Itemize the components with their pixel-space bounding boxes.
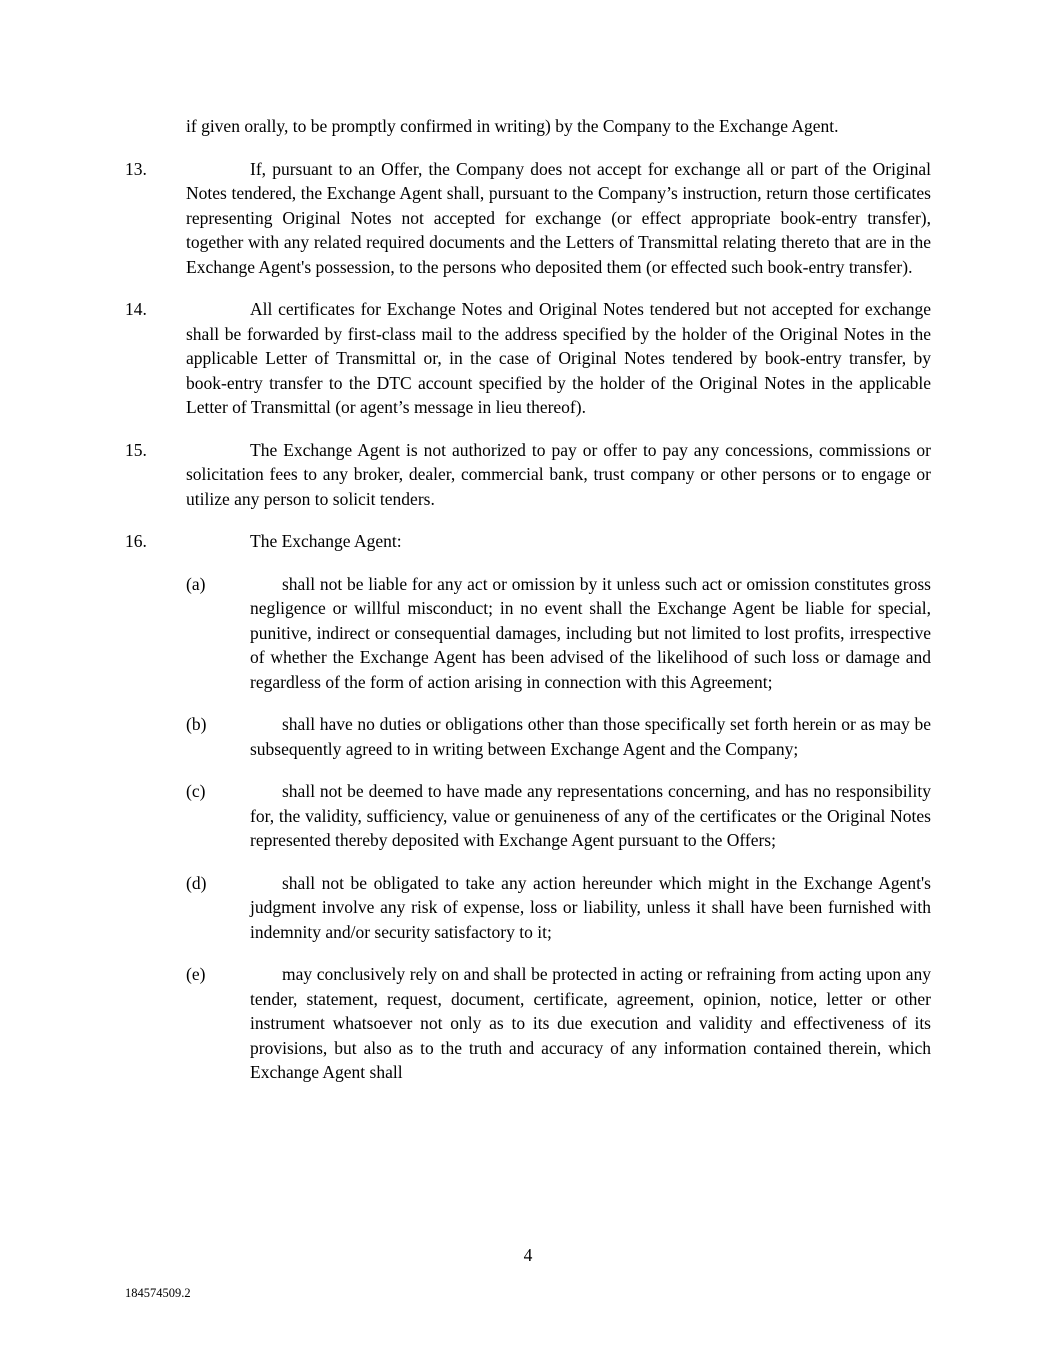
subitem-label-e: (e) (186, 964, 206, 984)
subitem-b (186, 712, 931, 761)
numbered-item-16 (125, 529, 931, 554)
page-number: 4 (523, 1245, 533, 1265)
subitem-label-d: (d) (186, 872, 207, 893)
subitem-label-c: (c) (186, 781, 206, 801)
subitem-d (186, 871, 931, 945)
item-number-13: 13. (125, 158, 147, 179)
subitem-e-text: may conclusively rely on and shall be protected in acting or refraining from acting upon any tender, statement, request, document, certificate, agreement, opinion, notice, letter or other instrument whatsoever not only as to its due execution and validity and effectiveness of its provisions, but also as to the truth and accuracy of any information contained therein, which Exchange Agent shall (250, 964, 931, 1082)
item-number-15: 15. (125, 439, 147, 460)
subitem-c-text: shall not be deemed to have made any representations concerning, and has no responsibility for, the validity, sufficiency, value or genuineness of any of the certificates or the Original Notes represented thereby deposited with Exchange Agent pursuant to the Offers; (250, 781, 931, 850)
numbered-item-14 (125, 297, 931, 420)
subitem-d-text: shall not be obligated to take any action hereunder which might in the Exchange Agent's judgment involve any risk of expense, loss or liability, unless it shall have been furnished with indemnity and/or security satisfactory to it; (250, 872, 931, 942)
subitem-label-b: (b) (186, 714, 207, 734)
subitem-b-text: shall have no duties or obligations other than those specifically set forth herein or as may be subsequently agreed to in writing between Exchange Agent and the Company; (250, 714, 931, 759)
numbered-item-13 (125, 157, 931, 280)
subitem-a (186, 572, 931, 695)
item-15-text: The Exchange Agent is not authorized to pay or offer to pay any concessions, commissions or solicitation fees to any broker, dealer, commercial bank, trust company or other persons or to engage or utilize any person to solicit tenders. (186, 439, 931, 509)
subitem-label-a: (a) (186, 573, 206, 594)
item-16-text: The Exchange Agent: (250, 531, 402, 551)
subitem-e (186, 962, 931, 1085)
paragraph-continuation: if given orally, to be promptly confirmed in writing) by the Company to the Exchange Agent. (186, 116, 839, 136)
item-13-text: If, pursuant to an Offer, the Company does not accept for exchange all or part of the Original Notes tendered, the Exchange Agent shall, pursuant to the Company’s instruction, return those certificates representing Original Notes not accepted for exchange (or effect appropriate book-entry transfer), together with any related required documents and the Letters of Transmittal relating thereto that are in the Exchange Agent's possession, to the persons who deposited them (or effected such book-entry transfer). (186, 158, 931, 277)
numbered-item-15 (125, 438, 931, 512)
subitem-a-text: shall not be liable for any act or omission by it unless such act or omission constitutes gross negligence or willful misconduct; in no event shall the Exchange Agent be liable for special, punitive, indirect or consequential damages, including but not limited to lost profits, irrespective of whether the Exchange Agent has been advised of the likelihood of such loss or damage and regardless of the form of action arising in connection with this Agreement; (250, 573, 931, 692)
item-14-text: All certificates for Exchange Notes and Original Notes tendered but not accepted for exchange shall be forwarded by first-class mail to the address specified by the holder of the Original Notes in the applicable Letter of Transmittal or, in the case of Original Notes tendered by book-entry transfer, by book-entry transfer to the DTC account specified by the holder of the Original Notes in the applicable Letter of Transmittal (or agent’s message in lieu thereof). (186, 299, 931, 417)
subitem-c (186, 779, 931, 853)
item-number-14: 14. (125, 299, 147, 319)
document-id-footer: 184574509.2 (125, 1286, 191, 1300)
item-number-16: 16. (125, 531, 147, 551)
document-body (125, 114, 931, 1103)
